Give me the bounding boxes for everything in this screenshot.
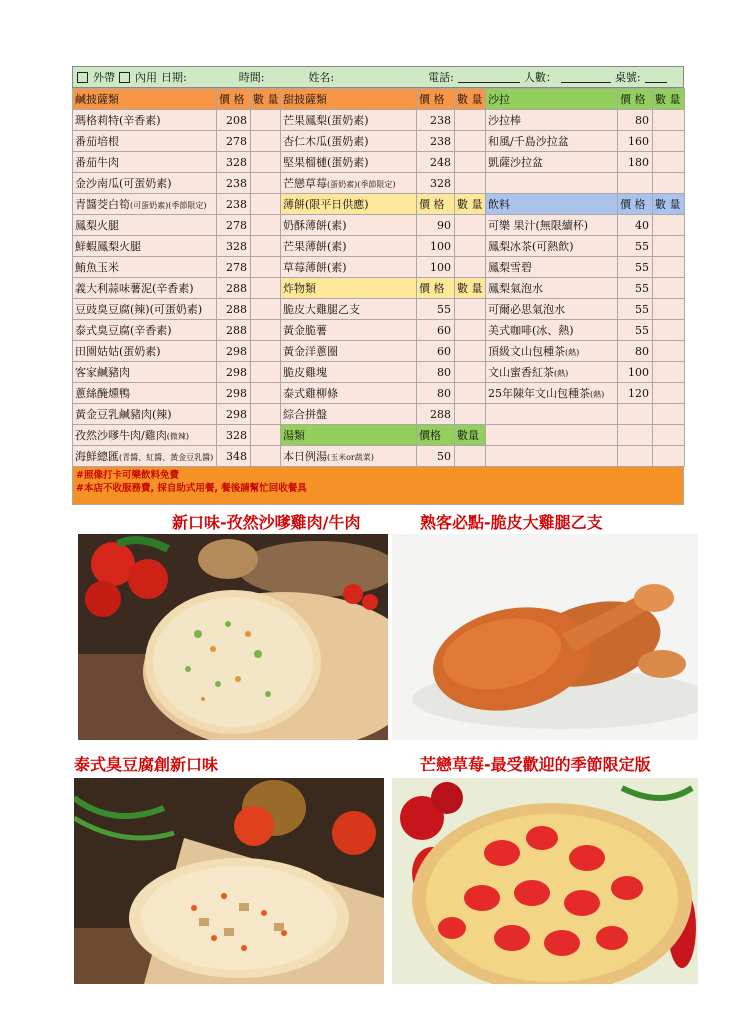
salad-item-price: 180 (618, 152, 653, 173)
item-name-text: 豆豉臭豆腐(辣)(可蛋奶素) (75, 303, 203, 316)
item-note: (可蛋奶素)(季節限定) (130, 201, 207, 210)
qty-column-header: 數 量 (455, 89, 486, 110)
salty-item-price: 278 (217, 131, 251, 152)
strawberry-pizza-photo (392, 778, 698, 984)
salty-item-name (73, 110, 217, 131)
fried-item-qty-input[interactable] (455, 404, 486, 425)
salty-item-name (73, 341, 217, 362)
item-name-text: 沙拉棒 (488, 114, 521, 127)
item-name-text: 義大利蒜味薯泥(辛香素) (75, 282, 194, 295)
item-note: (熱) (565, 348, 580, 357)
phone-field[interactable] (458, 72, 520, 83)
salad-item-name (486, 152, 618, 173)
salty-item-qty-input[interactable] (251, 236, 281, 257)
drinks-item-price: 55 (618, 278, 653, 299)
table-row (73, 89, 685, 110)
drinks-item-price: 100 (618, 362, 653, 383)
drinks-item-qty-input[interactable] (653, 383, 685, 404)
item-name-text: 蔥絲醃燻鴨 (75, 387, 130, 400)
item-name-text: 芒果薄餅(素) (283, 240, 347, 253)
sweet-item-name (281, 152, 417, 173)
salty-item-price: 298 (217, 383, 251, 404)
salty-item-price: 298 (217, 341, 251, 362)
drinks-item-name (486, 299, 618, 320)
price-column-header: 價 格 (618, 194, 653, 215)
fried-item-qty-input[interactable] (455, 362, 486, 383)
table-row (73, 404, 685, 425)
salty-item-name (73, 278, 217, 299)
empty-cell (618, 425, 653, 446)
qty-column-header: 數 量 (455, 278, 486, 299)
thin-item-price: 100 (417, 257, 455, 278)
item-name-text: 和風/千島沙拉盆 (488, 135, 569, 148)
fried-item-qty-input[interactable] (455, 341, 486, 362)
salty-item-price: 328 (217, 236, 251, 257)
fried-item-name (281, 362, 417, 383)
item-name-text: 綜合拼盤 (283, 408, 327, 421)
drinks-item-qty-input[interactable] (653, 320, 685, 341)
takeout-label: 外帶 (93, 71, 115, 84)
item-note: (蛋奶素)(季節限定) (327, 180, 396, 189)
note-line: #本店不收服務費, 採自助式用餐, 餐後請幫忙回收餐具 (76, 483, 307, 494)
sweet-item-price: 238 (417, 110, 455, 131)
phone-label: 電話: (428, 71, 454, 84)
salty-item-price: 208 (217, 110, 251, 131)
drinks-item-price: 55 (618, 320, 653, 341)
table-row (73, 299, 685, 320)
drinks-item-name (486, 362, 618, 383)
table-row (73, 173, 685, 194)
drinks-item-qty-input[interactable] (653, 278, 685, 299)
salty-item-name (73, 236, 217, 257)
table-row (73, 425, 685, 446)
chicken-leg-photo (392, 534, 698, 740)
drinks-item-price: 55 (618, 257, 653, 278)
drinks-item-name (486, 383, 618, 404)
price-column-header: 價 格 (417, 278, 455, 299)
qty-column-header: 數 量 (653, 194, 685, 215)
fried-item-price: 288 (417, 404, 455, 425)
drinks-item-price: 55 (618, 299, 653, 320)
table-row (73, 320, 685, 341)
sweet-item-price: 328 (417, 173, 455, 194)
empty-cell (653, 404, 685, 425)
thin-item-qty-input[interactable] (455, 215, 486, 236)
salty-item-name (73, 215, 217, 236)
fried-item-name (281, 320, 417, 341)
caption-tofu-pizza: 泰式臭豆腐創新口味 (74, 755, 219, 774)
drinks-item-qty-input[interactable] (653, 299, 685, 320)
dinein-checkbox[interactable] (119, 72, 130, 83)
salty-item-price: 298 (217, 404, 251, 425)
drinks-item-qty-input[interactable] (653, 257, 685, 278)
fried-item-name (281, 299, 417, 320)
item-name-text: 孜然沙嗲牛肉/雞肉 (75, 429, 167, 442)
salty-item-qty-input[interactable] (251, 404, 281, 425)
table-row (73, 236, 685, 257)
thin-item-name (281, 257, 417, 278)
item-name-text: 芒果鳳梨(蛋奶素) (283, 114, 369, 127)
soup-item-price: 50 (417, 446, 455, 467)
item-note: (玉米or蔬菜) (327, 453, 374, 462)
table-row (73, 110, 685, 131)
item-name-text: 凱薩沙拉盆 (488, 156, 543, 169)
salty-item-qty-input[interactable] (251, 278, 281, 299)
salty-item-qty-input[interactable] (251, 320, 281, 341)
item-name-text: 鳳梨氣泡水 (488, 282, 543, 295)
time-label: 時間: (238, 71, 265, 84)
item-name-text: 奶酥薄餅(素) (283, 219, 347, 232)
salty-item-name (73, 152, 217, 173)
item-name-text: 番茄培根 (75, 135, 119, 148)
drinks-item-name (486, 236, 618, 257)
drinks-item-price: 55 (618, 236, 653, 257)
fried-item-price: 80 (417, 362, 455, 383)
drinks-item-qty-input[interactable] (653, 215, 685, 236)
people-field[interactable] (561, 72, 611, 83)
salty-item-price: 278 (217, 257, 251, 278)
sweet-item-name (281, 110, 417, 131)
salty-item-qty-input[interactable] (251, 152, 281, 173)
thin-section-header: 薄餅(限平日供應) (281, 194, 417, 215)
salty-item-price: 328 (217, 152, 251, 173)
fried-item-price: 60 (417, 320, 455, 341)
salty-item-qty-input[interactable] (251, 362, 281, 383)
empty-cell (653, 173, 685, 194)
item-name-text: 杏仁木瓜(蛋奶素) (283, 135, 369, 148)
table-field[interactable] (645, 72, 667, 83)
salty-item-qty-input[interactable] (251, 425, 281, 446)
salad-item-name (486, 110, 618, 131)
price-column-header: 價 格 (417, 89, 455, 110)
salty-item-name (73, 383, 217, 404)
drinks-item-qty-input[interactable] (653, 236, 685, 257)
drinks-item-name (486, 278, 618, 299)
item-note: (熱) (590, 390, 605, 399)
item-name-text: 鮮蝦鳳梨火腿 (75, 240, 141, 253)
item-name-text: 脆皮雞塊 (283, 366, 327, 379)
sweet-item-qty-input[interactable] (455, 110, 486, 131)
caption-satay-pizza: 新口味-孜然沙嗲雞肉/牛肉 (172, 513, 361, 532)
people-label: 人數： (523, 71, 557, 84)
sweet-item-qty-input[interactable] (455, 131, 486, 152)
empty-cell (486, 425, 618, 446)
salty-item-price: 288 (217, 299, 251, 320)
salty-item-qty-input[interactable] (251, 131, 281, 152)
drinks-item-qty-input[interactable] (653, 341, 685, 362)
item-name-text: 可樂 果汁(無限續杯) (488, 219, 589, 232)
salad-section-header: 沙拉 (486, 89, 618, 110)
item-name-text: 鳳梨雪碧 (488, 261, 532, 274)
thin-item-qty-input[interactable] (455, 236, 486, 257)
salty-item-qty-input[interactable] (251, 383, 281, 404)
item-name-text: 脆皮大雞腿乙支 (283, 303, 360, 316)
salad-item-price: 160 (618, 131, 653, 152)
sweet-section-header: 甜披薩類 (281, 89, 417, 110)
salad-item-name (486, 131, 618, 152)
fried-item-price: 80 (417, 383, 455, 404)
sweet-item-name (281, 173, 417, 194)
name-label: 姓名: (308, 71, 335, 84)
salty-item-name (73, 257, 217, 278)
fried-section-header: 炸物類 (281, 278, 417, 299)
drinks-item-price: 120 (618, 383, 653, 404)
menu-table (72, 88, 685, 467)
salty-item-price: 288 (217, 320, 251, 341)
item-name-text: 25年陳年文山包種茶 (488, 387, 590, 400)
empty-cell (618, 404, 653, 425)
sweet-item-qty-input[interactable] (455, 152, 486, 173)
drinks-item-qty-input[interactable] (653, 362, 685, 383)
qty-column-header: 數量 (455, 425, 486, 446)
fried-item-name (281, 341, 417, 362)
salty-item-name (73, 131, 217, 152)
empty-cell (653, 425, 685, 446)
item-name-text: 青醬茭白筍 (75, 198, 130, 211)
table-row (73, 257, 685, 278)
order-header (72, 66, 684, 88)
salty-item-qty-input[interactable] (251, 194, 281, 215)
thin-item-price: 90 (417, 215, 455, 236)
salty-section-header: 鹹披薩類 (73, 89, 217, 110)
table-row (73, 131, 685, 152)
salty-item-name (73, 404, 217, 425)
salty-item-price: 328 (217, 425, 251, 446)
empty-cell (653, 446, 685, 467)
item-name-text: 海鮮總匯 (75, 450, 119, 463)
item-note: (青醬、紅醬、黃金豆乳醬) (119, 453, 214, 462)
salty-item-price: 238 (217, 194, 251, 215)
sweet-item-price: 248 (417, 152, 455, 173)
item-name-text: 金沙南瓜(可蛋奶素) (75, 177, 172, 190)
drinks-item-price: 80 (618, 341, 653, 362)
item-name-text: 堅果榴槤(蛋奶素) (283, 156, 369, 169)
order-form (72, 66, 684, 505)
sweet-item-name (281, 131, 417, 152)
item-name-text: 客家鹹豬肉 (75, 366, 130, 379)
salty-item-name (73, 299, 217, 320)
drinks-item-name (486, 341, 618, 362)
salty-item-name (73, 425, 217, 446)
price-column-header: 價格 (417, 425, 455, 446)
drinks-item-name (486, 257, 618, 278)
sweet-item-price: 238 (417, 131, 455, 152)
item-name-text: 可爾必思氣泡水 (488, 303, 565, 316)
salty-item-name (73, 173, 217, 194)
drinks-item-name (486, 320, 618, 341)
salty-item-qty-input[interactable] (251, 215, 281, 236)
item-name-text: 泰式臭豆腐(辛香素) (75, 324, 172, 337)
item-name-text: 番茄牛肉 (75, 156, 119, 169)
salty-item-price: 288 (217, 278, 251, 299)
salty-item-price: 238 (217, 173, 251, 194)
item-name-text: 泰式雞柳條 (283, 387, 338, 400)
note-line: #照像打卡可樂飲料免費 (76, 470, 179, 481)
salad-item-qty-input[interactable] (653, 110, 685, 131)
fried-item-qty-input[interactable] (455, 320, 486, 341)
qty-column-header: 數 量 (653, 89, 685, 110)
soup-section-header: 湯類 (281, 425, 417, 446)
notes-box (72, 467, 684, 505)
thin-item-qty-input[interactable] (455, 257, 486, 278)
drinks-section-header: 飲料 (486, 194, 618, 215)
fried-item-name (281, 404, 417, 425)
item-name-text: 鮪魚玉米 (75, 261, 119, 274)
date-label: 日期: (161, 71, 187, 84)
dinein-label: 內用 (135, 71, 157, 84)
soup-item-qty-input[interactable] (455, 446, 486, 467)
salty-item-qty-input[interactable] (251, 446, 281, 467)
salad-item-qty-input[interactable] (653, 131, 685, 152)
satay-pizza-photo (78, 534, 388, 740)
item-name-text: 文山蜜香紅茶 (488, 366, 554, 379)
table-row (73, 194, 685, 215)
item-name-text: 田園姑姑(蛋奶素) (75, 345, 161, 358)
fried-item-name (281, 383, 417, 404)
salty-item-qty-input[interactable] (251, 299, 281, 320)
price-column-header: 價 格 (618, 89, 653, 110)
item-name-text: 瑪格莉特(辛香素) (75, 114, 161, 127)
salty-item-qty-input[interactable] (251, 257, 281, 278)
salty-item-qty-input[interactable] (251, 173, 281, 194)
thin-item-price: 100 (417, 236, 455, 257)
item-name-text: 草莓薄餅(素) (283, 261, 347, 274)
empty-cell (618, 173, 653, 194)
caption-chicken-leg: 熟客必點-脆皮大雞腿乙支 (420, 513, 603, 532)
item-name-text: 鳳梨冰茶(可熱飲) (488, 240, 574, 253)
empty-cell (486, 404, 618, 425)
table-row (73, 362, 685, 383)
table-row (73, 278, 685, 299)
table-row (73, 446, 685, 467)
drinks-item-name (486, 215, 618, 236)
fried-item-price: 60 (417, 341, 455, 362)
qty-column-header: 數 量 (251, 89, 281, 110)
item-name-text: 本日例湯 (283, 450, 327, 463)
sweet-item-qty-input[interactable] (455, 173, 486, 194)
salty-item-price: 298 (217, 362, 251, 383)
table-row (73, 215, 685, 236)
fried-item-price: 55 (417, 299, 455, 320)
item-note: (微辣) (166, 432, 189, 441)
thin-item-name (281, 236, 417, 257)
item-name-text: 頂級文山包種茶 (488, 345, 565, 358)
empty-cell (618, 446, 653, 467)
salty-item-name (73, 446, 217, 467)
salty-item-qty-input[interactable] (251, 341, 281, 362)
soup-item-name (281, 446, 417, 467)
item-name-text: 鳳梨火腿 (75, 219, 119, 232)
table-row (73, 152, 685, 173)
fried-item-qty-input[interactable] (455, 383, 486, 404)
table-row (73, 341, 685, 362)
qty-column-header: 數 量 (455, 194, 486, 215)
item-name-text: 黃金脆薯 (283, 324, 327, 337)
empty-cell (486, 446, 618, 467)
salty-item-name (73, 362, 217, 383)
salad-item-qty-input[interactable] (653, 152, 685, 173)
salty-item-price: 348 (217, 446, 251, 467)
thin-item-name (281, 215, 417, 236)
price-column-header: 價 格 (217, 89, 251, 110)
empty-cell (486, 173, 618, 194)
drinks-item-price: 40 (618, 215, 653, 236)
salty-item-name (73, 320, 217, 341)
caption-strawberry-pizza: 芒戀草莓-最受歡迎的季節限定版 (420, 755, 651, 774)
fried-item-qty-input[interactable] (455, 299, 486, 320)
price-column-header: 價 格 (417, 194, 455, 215)
salty-item-name (73, 194, 217, 215)
takeout-checkbox[interactable] (77, 72, 88, 83)
table-label: 桌號: (614, 71, 641, 84)
salty-item-price: 278 (217, 215, 251, 236)
tofu-pizza-photo (74, 778, 384, 984)
table-row (73, 383, 685, 404)
item-name-text: 芒戀草莓 (283, 177, 327, 190)
salad-item-price: 80 (618, 110, 653, 131)
item-name-text: 黃金洋蔥圈 (283, 345, 338, 358)
item-name-text: 黃金豆乳鹹豬肉(辣) (75, 408, 172, 421)
item-note: (熱) (554, 369, 569, 378)
item-name-text: 美式咖啡(冰、熱) (488, 324, 574, 337)
salty-item-qty-input[interactable] (251, 110, 281, 131)
